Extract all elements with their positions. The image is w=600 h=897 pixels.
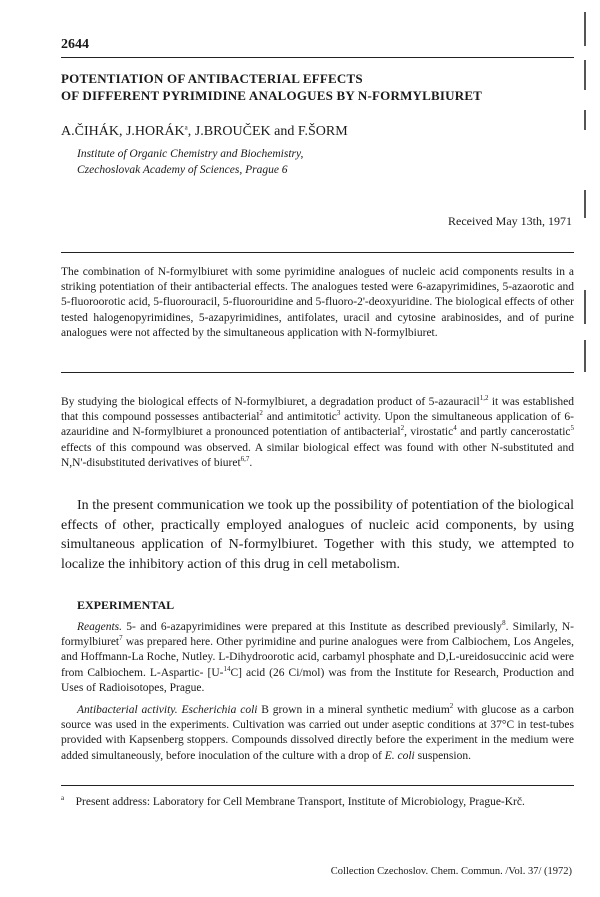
article-title: [61, 70, 482, 104]
margin-mark: [584, 60, 586, 90]
title-line-1: POTENTIATION OF ANTIBACTERIAL EFFECTS: [61, 71, 363, 86]
abstract-top-rule: [61, 252, 574, 253]
reagents-paragraph: Reagents. 5- and 6-azapyrimidines were prepared at this Institute as described previously$^8$. Similarly, N-formylbiuret$^7$ was prepared here. Other pyrimidine and purine analogues were from Calbiochem, Los Angeles, and Hoffmann-La Roche, Nutley. L-Dihydroorotic acid, carbamyl phosphate and D,L-ureidosuccinic acid were from Calbiochem. L-Aspartic- [U-$^{14}$C] acid (26 Ci/mol) was from the Institute for Research, Production and Uses of Radioisotopes, Prague.: [61, 619, 574, 694]
present-communication-paragraph: In the present communication we took up the possibility of potentiation of the biological effects of other, practically employed analogues of nucleic acid components, by using simultaneous application of N-formylbiuret. Together with this study, we attempted to localize the inhibitory action of this drug in cell metabolism.: [61, 498, 574, 572]
ref-5: 5: [570, 424, 574, 433]
margin-mark: [584, 190, 586, 218]
author-footnote-marker: a: [184, 123, 188, 132]
ref-6-7: 6,7: [240, 454, 250, 463]
footnote-rule: [61, 785, 574, 786]
header-rule: [61, 57, 574, 58]
margin-mark: [584, 290, 586, 324]
ref-3: 3: [336, 409, 341, 418]
ref-2b: 2: [400, 424, 405, 433]
ref-1-2: 1,2: [479, 394, 489, 403]
intro-paragraph: By studying the biological effects of N-formylbiuret, a degradation product of 5-azauracil$^{1,2}$ it was established that this compound possesses antibacterial$^2$ and antimitotic$^3$ activity. Upon the simultaneous application of 6-azauridine and N-formylbiuret a pronounced potentiation of antibacterial$^2$, virostatic$^4$ and partly cancerostatic$^5$ effects of this compound was observed. A similar biological effect was found with other N-substituted and N,N'-disubstituted derivatives of biuret$^{6,7}$.: [61, 394, 575, 469]
authors: A.ČIHÁK, J.HORÁK$^a$, J.BROUČEK and F.ŠORM: [61, 123, 348, 139]
page-number: 2644: [61, 37, 89, 52]
section-heading-experimental: EXPERIMENTAL: [77, 598, 175, 612]
abstract-bottom-rule: [61, 372, 574, 373]
affiliation-line-1: Institute of Organic Chemistry and Biochemistry,: [77, 148, 304, 160]
margin-mark: [584, 12, 586, 46]
margin-mark: [584, 340, 586, 372]
ref-4: 4: [453, 424, 457, 433]
margin-mark: [584, 110, 586, 130]
received-date: Received May 13th, 1971: [448, 214, 572, 228]
abstract: The combination of N-formylbiuret with some pyrimidine analogues of nucleic acid components results in a striking potentiation of their antibacterial effects. The analogues tested were 6-azapyrimidines, 5-azaorotic and 5-fluoroorotic acid, 5-fluorouracil, 5-fluorouridine and 5-fluoro-2'-deoxyuridine. The biological effects of other tested halogenopyrimidines, 5-azapyrimidines, antifolates, uracil and cytosine arabinosides, and of purine analogues were not affected by the simultaneous application with N-formylbiuret.: [61, 266, 574, 339]
footnote: $^a$ Present address: Laboratory for Cell Membrane Transport, Institute of Microbiology, Prague-Krč.: [61, 794, 525, 808]
affiliation: [77, 146, 303, 178]
collection-citation: Collection Czechoslov. Chem. Commun. /Vol. 37/ (1972): [330, 866, 572, 877]
footnote-marker: a: [61, 794, 65, 803]
ref-2: 2: [259, 409, 263, 418]
antibacterial-activity-paragraph: Antibacterial activity. Escherichia coli B grown in a mineral synthetic medium$^2$ with glucose as a carbon source was used in the experiments. Cultivation was carried out under aseptic conditions at 37°C in test-tubes provided with Kapsenberg stoppers. Compounds dissolved directly before the experiment in the medium were added simultaneously, before inoculation of the culture with a drop of E. coli suspension.: [61, 702, 574, 762]
affiliation-line-2: Czechoslovak Academy of Sciences, Prague 6: [77, 164, 288, 176]
title-line-2: OF DIFFERENT PYRIMIDINE ANALOGUES BY N-FORMYLBIURET: [61, 88, 483, 103]
